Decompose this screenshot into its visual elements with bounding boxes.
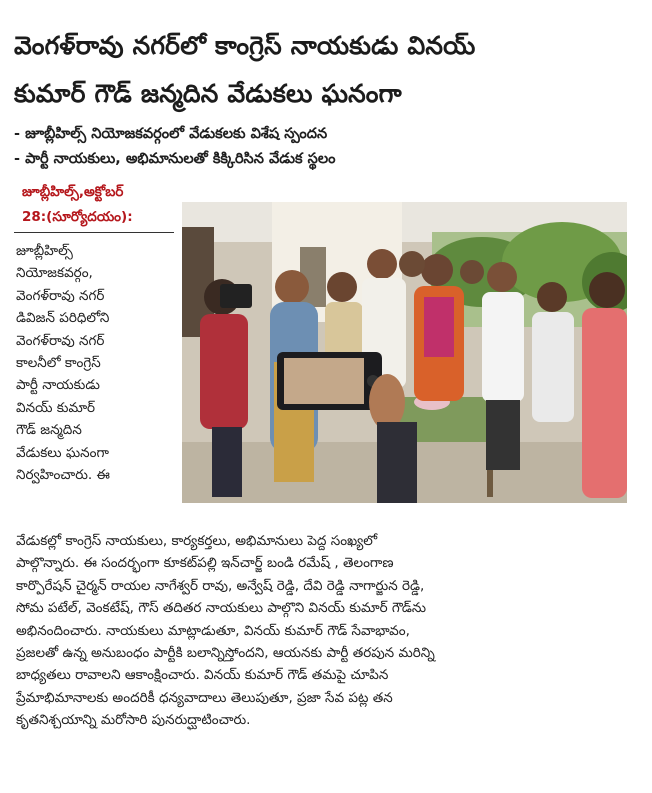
- subheadings: [14, 122, 634, 172]
- dateline-date: 28:(సూర్యోదయం):: [22, 209, 133, 225]
- dateline-place: జూబ్లీహిల్స్,అక్టోబర్: [22, 184, 124, 200]
- body-line: గౌడ్ జన్మదిన: [16, 422, 82, 439]
- body-line: ప్రజలతో ఉన్న అనుబంధం పార్టీకి బలాన్నిస్తోందని, ఆయనకు పార్టీ తరపున మరిన్ని: [16, 645, 435, 662]
- body-line: ప్రేమాభిమానాలకు అందరికీ ధన్యవాదాలు తెలుపుతూ, ప్రజా సేవ పట్ల తన: [16, 689, 393, 706]
- dateline-divider: [14, 232, 174, 233]
- headline: [14, 22, 634, 118]
- body-line: వినయ్ కుమార్: [16, 399, 96, 416]
- body-line: కాలనీలో కాంగ్రెస్: [16, 355, 101, 372]
- body-line: నియోజకవర్గం,: [16, 265, 93, 282]
- body-column-text: [16, 240, 178, 486]
- body-line: వెంగళ్‌రావు నగర్: [16, 287, 105, 304]
- body-line: కృతనిశ్చయాన్ని మరోసారి పునరుద్ఘాటించారు.: [16, 712, 251, 729]
- subheading: - పార్టీ నాయకులు, అభిమానులతో కిక్కిరిసిన వేడుక స్థలం: [14, 151, 336, 167]
- body-line: నిర్వహించారు. ఈ: [16, 467, 110, 484]
- body-line: పార్టీ నాయకుడు: [16, 377, 100, 394]
- body-line: పాల్గొన్నారు. ఈ సందర్భంగా కూకట్‌పల్లి ఇన్‌చార్జ్ బండి రమేష్ , తెలంగాణ: [16, 555, 394, 572]
- body-line: డివిజన్ పరిధిలోని: [16, 310, 110, 327]
- body-line: సోమ పటేల్, వెంకటేష్, గౌస్ తదితర నాయకులు పాల్గొని వినయ్ కుమార్ గౌడ్‌ను: [16, 600, 427, 617]
- body-line: వేడుకలు ఘనంగా: [16, 444, 109, 461]
- body-full-text: [16, 530, 641, 732]
- body-line: జూబ్లీహిల్స్: [16, 243, 73, 259]
- body-line: కార్పొరేషన్ చైర్మన్ రాయల నాగేశ్వర్ రావు, అన్వేష్ రెడ్డి, దేవి రెడ్డి నాగార్జున రెడ్డి,: [16, 577, 425, 594]
- body-line: బాధ్యతలు రావాలని ఆకాంక్షించారు. వినయ్ కుమార్ గౌడ్ తమపై చూపిన: [16, 667, 389, 684]
- headline-line-2: కుమార్ గౌడ్ జన్మదిన వేడుకలు ఘనంగా: [14, 79, 402, 108]
- dateline: [22, 180, 172, 230]
- body-line: వెంగళ్‌రావు నగర్: [16, 332, 105, 349]
- news-photo: [182, 202, 627, 503]
- headline-line-1: వెంగళ్‌రావు నగర్‌లో కాంగ్రెస్ నాయకుడు వినయ్: [14, 31, 476, 60]
- body-line: అభినందించారు. నాయకులు మాట్లాడుతూ, వినయ్ కుమార్ గౌడ్ సేవాభావం,: [16, 622, 410, 639]
- subheading: - జూబ్లీహిల్స్ నియోజకవర్గంలో వేడుకలకు విశేష స్పందన: [14, 126, 328, 142]
- body-line: వేడుకల్లో కాంగ్రెస్ నాయకులు, కార్యకర్తలు, అభిమానులు పెద్ద సంఖ్యలో: [16, 533, 378, 549]
